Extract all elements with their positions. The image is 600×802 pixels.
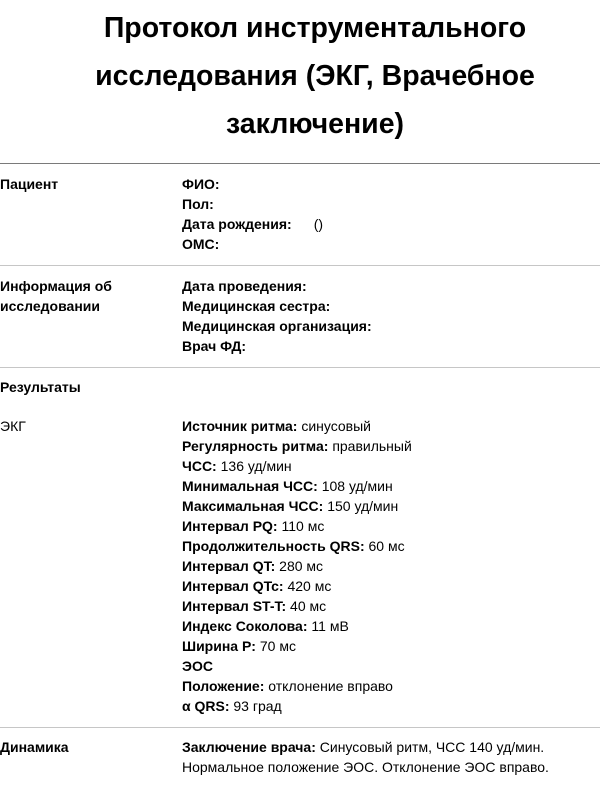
results-label: Результаты xyxy=(0,379,81,395)
patient-birth-row xyxy=(182,214,600,234)
dynamics-label: Динамика xyxy=(0,739,69,755)
ekg-item-key: Интервал QT: xyxy=(182,558,276,574)
ekg-item-value: 136 уд/мин xyxy=(220,458,292,474)
ekg-item-value: отклонение вправо xyxy=(268,678,393,694)
ekg-item xyxy=(182,596,600,616)
ekg-item xyxy=(182,516,600,536)
ekg-item-key: ЧСС: xyxy=(182,458,217,474)
conclusion-text-1: Синусовый ритм, ЧСС 140 уд/мин. xyxy=(319,739,545,755)
conclusion-text-2: Нормальное положение ЭОС. Отклонение ЭОС вправо. xyxy=(182,759,549,775)
ekg-item xyxy=(182,636,600,656)
ekg-measurements xyxy=(182,416,600,716)
title-line-3: заключение) xyxy=(225,108,405,140)
ekg-label: ЭКГ xyxy=(0,418,26,434)
ekg-item-key: Источник ритма: xyxy=(182,418,298,434)
study-info-section xyxy=(0,266,600,367)
patient-fields xyxy=(182,174,600,254)
ekg-section xyxy=(0,397,600,727)
ekg-item-key: Интервал QTc: xyxy=(182,578,284,594)
title-line-2: исследования (ЭКГ, Врачебное xyxy=(95,60,535,92)
ekg-item-key: Положение: xyxy=(182,678,265,694)
ekg-item xyxy=(182,576,600,596)
ekg-item xyxy=(182,616,600,636)
ekg-item xyxy=(182,676,600,696)
ekg-item xyxy=(182,696,600,716)
ekg-item-key: ЭОС xyxy=(182,658,213,674)
ekg-item-key: Продолжительность QRS: xyxy=(182,538,365,554)
ekg-item-key: Максимальная ЧСС: xyxy=(182,498,324,514)
patient-section xyxy=(0,164,600,265)
ekg-item-value: 108 уд/мин xyxy=(321,478,393,494)
ekg-item-value: 420 мс xyxy=(287,578,332,594)
ekg-item-key: Интервал ST-T: xyxy=(182,598,287,614)
ekg-item-value: 280 мс xyxy=(279,558,324,574)
study-date-label: Дата проведения: xyxy=(182,278,307,294)
ekg-item-key: Индекс Соколова: xyxy=(182,618,308,634)
patient-fio-label: ФИО: xyxy=(182,176,220,192)
dynamics-conclusion xyxy=(182,737,600,777)
ekg-item xyxy=(182,436,600,456)
ekg-item-value: синусовый xyxy=(301,418,372,434)
ekg-item xyxy=(182,556,600,576)
patient-fio-row xyxy=(182,174,600,194)
study-nurse-label: Медицинская сестра: xyxy=(182,298,331,314)
ekg-item-value: 70 мс xyxy=(259,638,296,654)
study-info-label xyxy=(0,276,170,316)
study-info-label-line-1: Информация об xyxy=(0,278,112,294)
ekg-item-value: 40 мс xyxy=(290,598,327,614)
ekg-item xyxy=(182,456,600,476)
ekg-item xyxy=(182,496,600,516)
ekg-item xyxy=(182,476,600,496)
page-title xyxy=(0,0,600,148)
patient-sex-label: Пол: xyxy=(182,196,214,212)
study-org-label: Медицинская организация: xyxy=(182,318,372,334)
patient-label: Пациент xyxy=(0,176,59,192)
ekg-item-value: 150 уд/мин xyxy=(327,498,399,514)
study-doctor-label: Врач ФД: xyxy=(182,338,246,354)
ekg-item-value: 93 град xyxy=(233,698,282,714)
ekg-item-value: 110 мс xyxy=(281,518,325,534)
patient-birth-label: Дата рождения: xyxy=(182,216,292,232)
ekg-item xyxy=(182,536,600,556)
ekg-item-key: Ширина P: xyxy=(182,638,256,654)
conclusion-line-2 xyxy=(182,757,600,777)
study-info-fields xyxy=(182,276,600,356)
ekg-item-value: 11 мВ xyxy=(311,618,349,634)
ekg-item-key: Интервал PQ: xyxy=(182,518,278,534)
ekg-item-value: правильный xyxy=(332,438,412,454)
patient-birth-value: () xyxy=(313,216,324,232)
patient-oms-label: ОМС: xyxy=(182,236,220,252)
ekg-item-key: α QRS: xyxy=(182,698,230,714)
dynamics-section xyxy=(0,728,600,777)
conclusion-line-1 xyxy=(182,737,600,757)
ekg-item-key: Минимальная ЧСС: xyxy=(182,478,318,494)
ekg-item xyxy=(182,656,600,676)
ekg-item-value: 60 мс xyxy=(368,538,405,554)
title-line-1: Протокол инструментального xyxy=(103,12,527,44)
patient-oms-row xyxy=(182,234,600,254)
study-info-label-line-2: исследовании xyxy=(0,298,100,314)
ekg-item xyxy=(182,416,600,436)
results-section xyxy=(0,368,600,397)
ekg-item-key: Регулярность ритма: xyxy=(182,438,329,454)
conclusion-label: Заключение врача: xyxy=(182,739,316,755)
patient-sex-row xyxy=(182,194,600,214)
